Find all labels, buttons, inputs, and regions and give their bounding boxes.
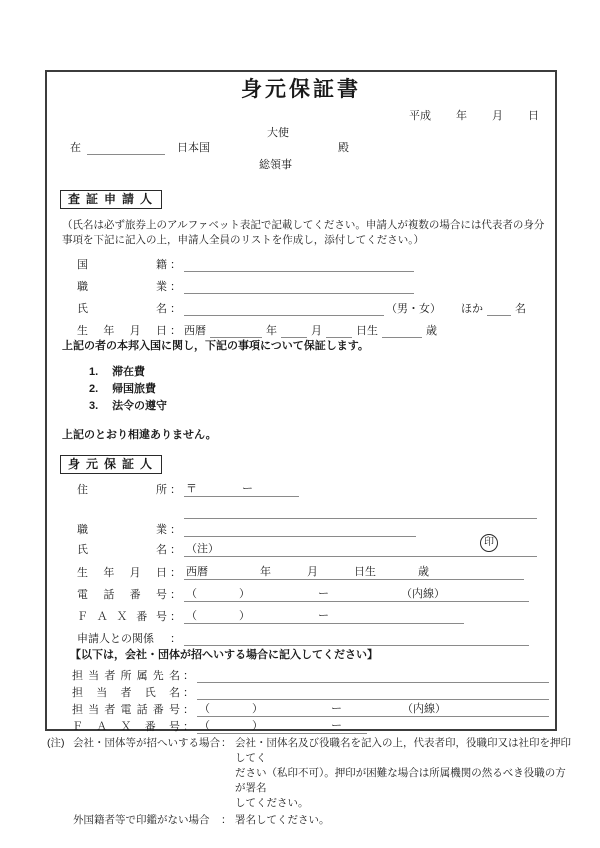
colon: ： [183, 670, 194, 682]
honorific-label: 殿 [338, 142, 349, 154]
pledge-intro: 上記の者の本邦入国に関し，下記の事項について保証します。 [62, 340, 369, 352]
pledge-item-1-text: 滞在費 [112, 366, 146, 378]
sex-options: （男・女） [386, 303, 441, 315]
occupation-label: 職 業 [77, 281, 167, 293]
colon: ： [170, 633, 181, 645]
name-blank[interactable] [184, 303, 384, 316]
date-line [409, 109, 539, 124]
paren-open: （ [186, 588, 197, 600]
date-year-label: 年 [456, 110, 467, 122]
fax-dash: ー [331, 720, 342, 732]
guarantor-address-row [77, 480, 299, 497]
name-label: 氏 名 [77, 303, 167, 315]
dob-label: 生 年 月 日 [77, 325, 167, 337]
relation-label: 申請人との関係 [77, 633, 154, 645]
pledge-closing: 上記のとおり相違ありません。 [62, 429, 217, 441]
ambassador-label: 大使 [267, 127, 289, 139]
pledge-item-3-no: 3. [89, 400, 99, 412]
pledge-item-2-no: 2. [89, 383, 99, 395]
applicant-section-header: 査証申請人 [60, 190, 162, 209]
postal-mark: 〒 [186, 483, 197, 495]
paren-open: （ [199, 720, 210, 732]
fax-dash: ー [318, 610, 329, 622]
seal-char: 印 [484, 537, 494, 548]
pledge-item-1-no: 1. [89, 366, 99, 378]
colon: ： [183, 704, 194, 716]
footnote-case2-text: 署名してください。 [235, 814, 330, 826]
company-tel-row [72, 700, 549, 717]
paren-close: ） [252, 703, 263, 715]
name-note: （注） [186, 543, 219, 555]
consul-general-label: 総領事 [259, 159, 292, 171]
footnote-case1-line3: してください。 [235, 797, 309, 809]
seal-mark-icon [480, 534, 498, 552]
dob-age-label: 歳 [418, 566, 429, 578]
company-tel-label: 担 当 者 電 話 番 号 [72, 704, 180, 716]
nationality-label: 国 籍 [77, 259, 167, 271]
japan-label: 日本国 [177, 142, 210, 154]
fax-label: Ｆ Ａ Ｘ 番 号 [77, 611, 167, 623]
company-org-label: 担 当 者 所 属 先 名 [72, 670, 180, 682]
dob-day-blank[interactable] [326, 325, 352, 338]
footnote-case1-line2: ださい（私印不可）。押印が困難な場合は所属機関の然るべき役職の方が署名 [235, 767, 566, 794]
colon: ： [170, 524, 181, 536]
tel-dash: ー [318, 588, 329, 600]
address-label: 住 所 [77, 484, 167, 496]
footnote-case1-label: 会社・団体等が招へいする場合 [73, 737, 220, 749]
colon: ： [170, 611, 181, 623]
guarantor-dob-blank[interactable] [184, 565, 524, 580]
applicant-dob-row [77, 321, 437, 338]
colon: ： [221, 737, 232, 749]
colon: ： [170, 259, 181, 271]
company-org-row [72, 666, 549, 683]
colon: ： [170, 567, 181, 579]
company-fax-label: Ｆ Ａ Ｘ 番 号 [72, 721, 180, 733]
pledge-item-2-text: 帰国旅費 [112, 383, 157, 395]
company-person-row [72, 683, 549, 700]
company-tel-extension-label: （内線） [402, 703, 446, 715]
colon: ： [170, 544, 181, 556]
paren-close: ） [239, 610, 250, 622]
nationality-blank[interactable] [184, 259, 414, 272]
company-org-blank[interactable] [197, 668, 549, 683]
date-day-label: 日 [528, 110, 539, 122]
paren-open: （ [199, 703, 210, 715]
footnote-case1 [47, 736, 571, 811]
colon: ： [170, 589, 181, 601]
postal-dash: ー [242, 483, 253, 495]
dob-day-label: 日生 [354, 566, 376, 578]
footnote-case2 [47, 813, 571, 828]
others-count-blank[interactable] [487, 303, 511, 316]
country-blank[interactable] [87, 142, 165, 155]
paren-open: （ [186, 610, 197, 622]
others-suffix: 名 [515, 303, 526, 315]
dob-year-blank[interactable] [210, 325, 262, 338]
name-label: 氏 名 [77, 544, 167, 556]
footnote-prefix: (注) [47, 737, 65, 749]
dob-label: 生 年 月 日 [77, 567, 167, 579]
guarantor-occupation-blank[interactable] [184, 522, 416, 537]
form-title: 身元保証書 [241, 78, 361, 101]
colon: ： [183, 721, 194, 733]
date-month-label: 月 [492, 110, 503, 122]
postal-code-blank[interactable] [184, 482, 299, 497]
in-country-prefix: 在 [70, 142, 81, 154]
tel-extension-label: （内線） [401, 588, 445, 600]
dob-month-blank[interactable] [281, 325, 307, 338]
address-blank[interactable] [184, 504, 537, 519]
company-tel-blank[interactable] [197, 702, 549, 717]
footnote-case2-label: 外国籍者等で印鑑がない場合 [73, 814, 210, 826]
dob-era-label: 西暦 [186, 566, 208, 578]
pledge-item-3 [89, 399, 167, 414]
guarantor-occupation-row [77, 520, 416, 537]
company-section-header: 【以下は，会社・団体が招へいする場合に記入してください】 [70, 649, 378, 661]
date-era-label: 平成 [409, 110, 431, 122]
colon: ： [170, 281, 181, 293]
guarantor-tel-row [77, 585, 529, 602]
colon: ： [170, 303, 181, 315]
company-fax-blank[interactable] [197, 719, 367, 734]
colon: ： [170, 325, 181, 337]
applicant-nationality-row [77, 255, 414, 272]
company-person-label: 担 当 者 氏 名 [72, 687, 180, 699]
paren-close: ） [252, 720, 263, 732]
colon: ： [170, 484, 181, 496]
pledge-item-3-text: 法令の遵守 [112, 400, 168, 412]
guarantor-fax-blank[interactable] [184, 609, 464, 624]
pledge-item-1 [89, 365, 145, 380]
company-fax-row [72, 717, 367, 734]
colon: ： [183, 687, 194, 699]
dob-era-label: 西暦 [184, 325, 206, 337]
dob-month-label: 月 [311, 325, 322, 337]
tel-label: 電 話 番 号 [77, 589, 167, 601]
colon: ： [221, 814, 232, 826]
paren-close: ） [239, 588, 250, 600]
applicant-occupation-row [77, 277, 414, 294]
footnote-case1-text [235, 736, 571, 811]
guarantor-section-header: 身元保証人 [60, 455, 162, 474]
others-prefix: ほか [461, 303, 483, 315]
company-person-blank[interactable] [197, 685, 549, 700]
tel-dash: ー [331, 703, 342, 715]
applicant-name-row [77, 299, 526, 316]
footnotes [47, 736, 571, 828]
guarantor-tel-blank[interactable] [184, 587, 529, 602]
form-border-box [45, 70, 557, 731]
occupation-blank[interactable] [184, 281, 414, 294]
dob-year-label: 年 [266, 325, 277, 337]
guarantor-fax-row [77, 607, 464, 624]
guarantor-address-line2-row [77, 502, 537, 519]
dob-age-blank[interactable] [382, 325, 422, 338]
guarantor-dob-row [77, 563, 524, 580]
dob-month-label: 月 [307, 566, 318, 578]
dob-year-label: 年 [260, 566, 271, 578]
footnote-case1-line1: 会社・団体名及び役職名を記入の上，代表者印，役職印又は社印を押印してく [235, 737, 571, 764]
occupation-label: 職 業 [77, 524, 167, 536]
guarantor-relation-row [77, 629, 529, 646]
applicant-note: （氏名は必ず旅券上のアルファベット表記で記載してください。申請人が複数の場合には代表者の身分事項を下記に記入の上，申請人全員のリストを作成し，添付してください。） [62, 219, 545, 246]
guarantor-name-row [77, 537, 537, 557]
relation-blank[interactable] [184, 631, 529, 646]
pledge-item-2 [89, 382, 156, 397]
dob-age-label: 歳 [426, 325, 437, 337]
dob-day-label: 日生 [356, 325, 378, 337]
